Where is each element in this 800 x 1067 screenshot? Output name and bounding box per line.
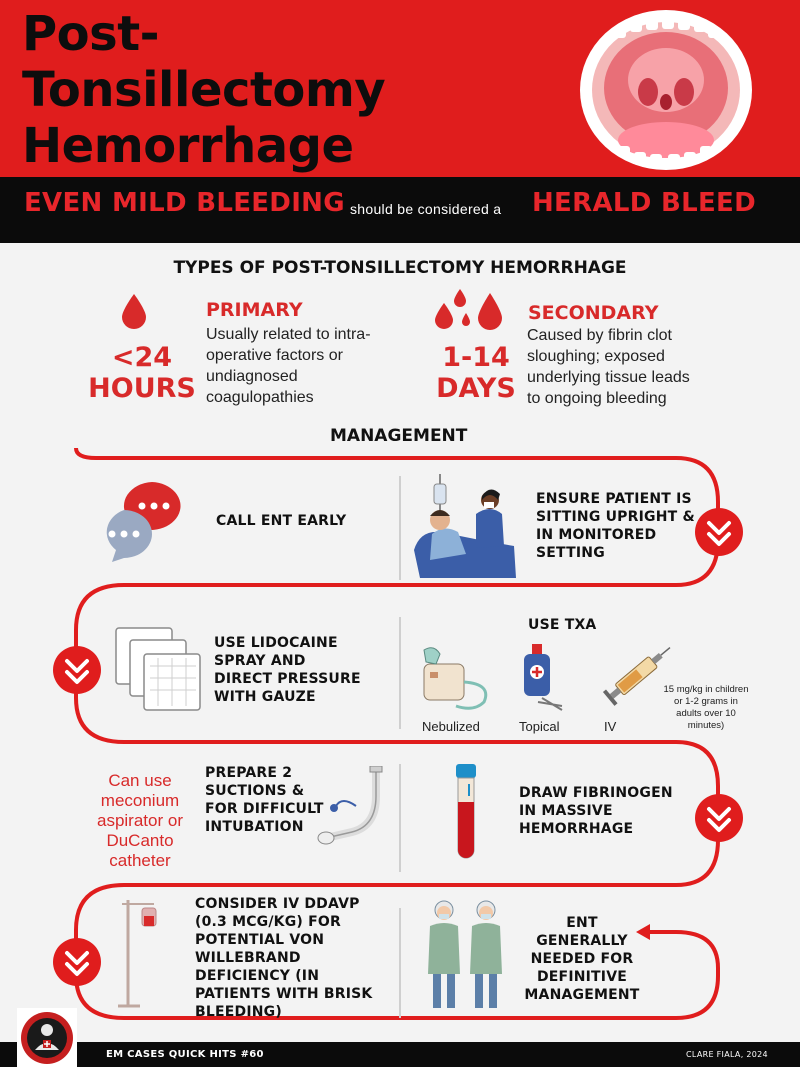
banner-left-text: EVEN MILD BLEEDING [24,188,345,218]
upright-line: ENSURE PATIENT IS [536,491,692,507]
divider [399,617,401,729]
primary-desc-line: undiagnosed [206,368,298,385]
lidocaine-line: DIRECT PRESSURE [214,671,361,687]
chevron-down-icon [694,507,744,557]
secondary-label: SECONDARY [528,302,659,324]
title-line-1: Post- [22,6,160,62]
lidocaine-line: SPRAY AND [214,653,306,669]
txa-dose-note [660,684,752,732]
secondary-desc-line: Caused by fibrin clot [527,327,672,344]
suction-note [76,771,204,871]
txa-title: USE TXA [528,617,597,633]
primary-time-value: <24 [111,342,173,373]
ddavp-line: BLEEDING) [195,1004,282,1020]
types-heading: TYPES OF POST-TONSILLECTOMY HEMORRHAGE [173,258,627,278]
primary-desc-line: coagulopathies [206,389,314,406]
call-ent-text: CALL ENT EARLY [216,513,347,529]
page-title [22,6,582,174]
upright-line: SITTING UPRIGHT & [536,509,695,525]
chat-bubbles-icon [94,478,186,564]
open-mouth-illustration [578,8,754,172]
upright-line: IN MONITORED [536,527,657,543]
suction-note-line: DuCanto [106,831,174,850]
txa-iv-label: IV [604,719,617,734]
ddavp-line: POTENTIAL VON [195,932,325,948]
spray-bottle-icon [518,640,566,712]
blood-tube-icon [454,762,478,862]
suction-note-line: Can use [108,771,172,790]
divider [399,476,401,580]
primary-desc-line: Usually related to intra- [206,326,371,343]
title-line-3: Hemorrhage [22,118,354,174]
em-cases-logo [17,1008,77,1067]
suction-line: FOR DIFFICULT [205,801,324,817]
lidocaine-text [214,634,361,706]
ent-line: DEFINITIVE [536,969,628,985]
blood-drop-icon [120,292,148,330]
patient-nurse-illustration [410,470,522,582]
secondary-time-value: 1-14 [442,342,510,373]
upright-text [536,490,695,562]
banner-mid-text: should be considered a [350,201,502,217]
ent-line: MANAGEMENT [524,987,640,1003]
txa-nebulized-label: Nebulized [422,719,480,734]
primary-timeframe [86,342,198,404]
primary-desc-line: operative factors or [206,347,343,364]
ddavp-line: (0.3 MCG/KG) FOR [195,914,341,930]
banner-right-text: HERALD BLEED [532,188,756,218]
divider [399,764,401,872]
fibrinogen-line: DRAW FIBRINOGEN [519,785,673,801]
txa-dose-line: 15 mg/kg in children [663,684,749,695]
lidocaine-line: USE LIDOCAINE [214,635,338,651]
suction-note-line: meconium [100,791,180,810]
ddavp-line: DEFICIENCY (IN [195,968,320,984]
ent-definitive-text [524,914,640,1004]
secondary-description [527,325,727,409]
ddavp-text [195,895,372,1021]
ddavp-line: CONSIDER IV DDAVP [195,896,360,912]
gauze-pads-icon [112,622,208,716]
upright-line: SETTING [536,545,605,561]
lidocaine-line: WITH GAUZE [214,689,316,705]
footer-author-label: CLARE FIALA, 2024 [686,1050,768,1059]
blood-drops-icon [432,287,506,333]
fibrinogen-text [519,784,673,838]
primary-label: PRIMARY [206,299,303,321]
fibrinogen-line: HEMORRHAGE [519,821,634,837]
chevron-down-icon [52,937,102,987]
suction-line: INTUBATION [205,819,304,835]
suction-line: SUCTIONS & [205,783,305,799]
ddavp-line: PATIENTS WITH BRISK [195,986,373,1002]
secondary-time-unit: DAYS [436,373,516,404]
surgeons-illustration [424,896,508,1014]
management-heading: MANAGEMENT [330,426,468,446]
secondary-timeframe [428,342,524,404]
nebulizer-icon [414,642,494,712]
secondary-desc-line: sloughing; exposed [527,348,665,365]
secondary-desc-line: underlying tissue leads [527,369,690,386]
suction-line: PREPARE 2 [205,765,293,781]
footer-series-label: EM CASES QUICK HITS #60 [106,1049,264,1060]
chevron-down-icon [694,793,744,843]
txa-dose-line: or 1-2 grams in [674,696,738,707]
chevron-down-icon [52,645,102,695]
txa-dose-line: minutes) [687,720,725,731]
ent-line: NEEDED FOR [530,951,634,967]
txa-topical-label: Topical [519,719,560,734]
suction-note-line: aspirator or [97,811,183,830]
primary-description [206,324,406,408]
endotracheal-tube-icon [312,766,394,850]
primary-time-unit: HOURS [88,373,196,404]
iv-stand-icon [118,896,160,1012]
ent-line: GENERALLY [536,933,628,949]
txa-dose-line: adults over 10 [676,708,736,719]
fibrinogen-line: IN MASSIVE [519,803,613,819]
divider [399,908,401,1018]
secondary-desc-line: to ongoing bleeding [527,390,667,407]
suction-text [205,764,324,836]
suction-note-line: catheter [109,851,171,870]
ent-line: ENT [566,915,598,931]
title-line-2: Tonsillectomy [22,62,386,118]
ddavp-line: WILLEBRAND [195,950,301,966]
